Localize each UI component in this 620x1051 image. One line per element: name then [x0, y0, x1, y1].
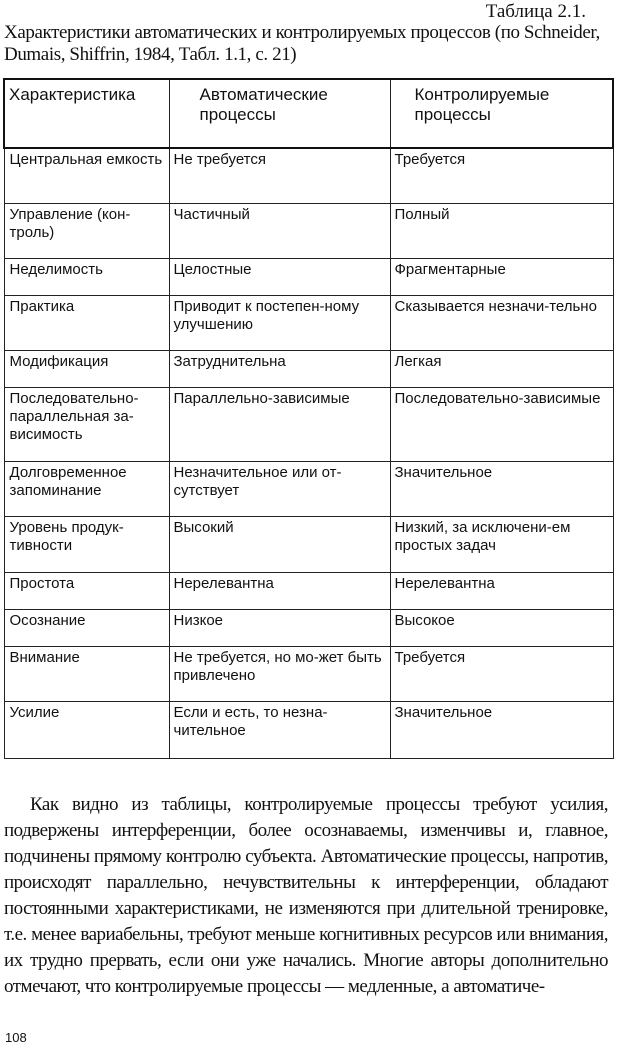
cell-automatic: Параллельно-зависимые — [169, 387, 390, 461]
cell-characteristic: Простота — [4, 572, 169, 609]
body-paragraph: Как видно из таблицы, контролируемые процессы требуют усилия, подвержены интерференции, более осознаваемы, изменчивы и, главное, подчинены прямому контролю субъекта. Автоматические процессы, напротив, происходят параллельно, нечувствительны к интерференции, обладают постоянными характеристиками, не изменяются при длительной тренировке, т.е. менее вариабельны, требуют меньше когнитивных ресурсов или внимания, их трудно прервать, если они уже начались. Многие авторы дополнительно отмечают, что контролируемые процессы — медленные, а автоматиче- — [4, 794, 608, 997]
cell-automatic: Частичный — [169, 203, 390, 258]
cell-automatic: Низкое — [169, 609, 390, 646]
cell-controlled: Требуется — [390, 646, 613, 701]
table-row — [4, 350, 613, 387]
cell-controlled: Сказывается незначи-тельно — [390, 295, 613, 350]
cell-characteristic: Центральная емкость — [4, 148, 169, 203]
cell-automatic: Незначительное или от-сутствует — [169, 461, 390, 516]
cell-characteristic: Неделимость — [4, 258, 169, 295]
cell-controlled: Полный — [390, 203, 613, 258]
cell-controlled: Нерелевантна — [390, 572, 613, 609]
cell-controlled: Значительное — [390, 461, 613, 516]
table-number: Таблица 2.1. — [485, 1, 586, 22]
cell-automatic: Затруднительна — [169, 350, 390, 387]
cell-controlled: Значительное — [390, 701, 613, 758]
cell-controlled: Высокое — [390, 609, 613, 646]
table-row — [4, 295, 613, 350]
header-characteristic: Характеристика — [4, 79, 169, 148]
cell-automatic: Не требуется, но мо-жет быть привлечено — [169, 646, 390, 701]
cell-characteristic: Уровень продук-тивности — [4, 516, 169, 572]
table-row — [4, 646, 613, 701]
cell-characteristic: Долговременное запоминание — [4, 461, 169, 516]
cell-automatic: Если и есть, то незна-чительное — [169, 701, 390, 758]
header-automatic: Автоматические процессы — [169, 79, 390, 148]
cell-characteristic: Модификация — [4, 350, 169, 387]
cell-automatic: Высокий — [169, 516, 390, 572]
table-row — [4, 572, 613, 609]
header-controlled: Контролируемые процессы — [390, 79, 613, 148]
cell-controlled: Низкий, за исключени-ем простых задач — [390, 516, 613, 572]
table-row — [4, 516, 613, 572]
cell-controlled: Фрагментарные — [390, 258, 613, 295]
cell-automatic: Целостные — [169, 258, 390, 295]
table-row — [4, 148, 613, 203]
cell-characteristic: Усилие — [4, 701, 169, 758]
table-row — [4, 258, 613, 295]
cell-characteristic: Осознание — [4, 609, 169, 646]
cell-characteristic: Внимание — [4, 646, 169, 701]
cell-automatic: Не требуется — [169, 148, 390, 203]
cell-controlled: Легкая — [390, 350, 613, 387]
cell-characteristic: Практика — [4, 295, 169, 350]
table-row — [4, 387, 613, 461]
cell-automatic: Приводит к постепен-ному улучшению — [169, 295, 390, 350]
cell-characteristic: Последовательно-параллельная за-висимость — [4, 387, 169, 461]
table-caption: Характеристики автоматических и контролируемых процессов (по Schneider, Dumais, Shiffrin, 1984, Табл. 1.1, с. 21) — [4, 22, 600, 65]
page-number: 108 — [5, 1030, 27, 1045]
cell-controlled: Требуется — [390, 148, 613, 203]
table-row — [4, 203, 613, 258]
cell-automatic: Нерелевантна — [169, 572, 390, 609]
comparison-table — [3, 78, 614, 759]
cell-characteristic: Управление (кон-троль) — [4, 203, 169, 258]
table-row — [4, 609, 613, 646]
table-row — [4, 461, 613, 516]
cell-controlled: Последовательно-зависимые — [390, 387, 613, 461]
table-header-row — [4, 79, 613, 148]
table-row — [4, 701, 613, 758]
